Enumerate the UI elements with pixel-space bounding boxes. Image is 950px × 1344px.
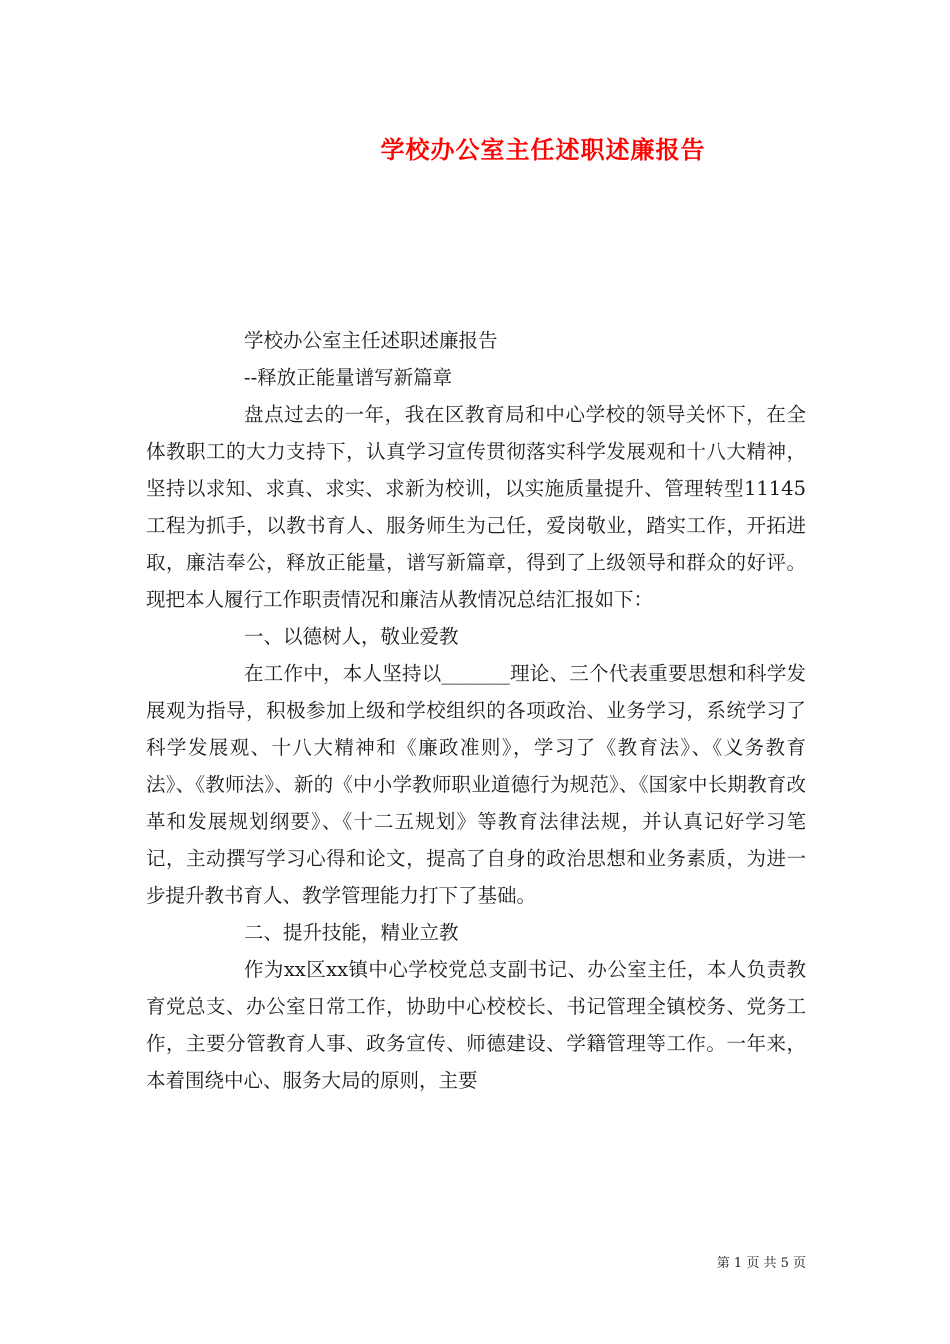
paragraph-section-2: 作为xx区xx镇中心学校党总支副书记、办公室主任，本人负责教育党总支、办公室日常工作，协助中心校校长、书记管理全镇校务、党务工作，主要分管教育人事、政务宣传、师德建设、学籍管理等工作。一年来，本着围绕中心、服务大局的原则，主要 bbox=[146, 958, 806, 1092]
section-heading-1: 一、以德树人，敬业爱教 bbox=[244, 625, 459, 648]
page-number: 第 1 页 共 5 页 bbox=[716, 1256, 806, 1271]
document-title: 学校办公室主任述职述廉报告 bbox=[380, 135, 706, 164]
section-heading-2: 二、提升技能，精业立教 bbox=[244, 921, 459, 944]
document-body bbox=[146, 322, 806, 1099]
paragraph-section-1: 在工作中，本人坚持以_______理论、三个代表重要思想和科学发展观为指导，积极参加上级和学校组织的各项政治、业务学习，系统学习了科学发展观、十八大精神和《廉政准则》，学习了《教育法》、《义务教育法》、《教师法》、新的《中小学教师职业道德行为规范》、《国家中长期教育改革和发展规划纲要》、《十二五规划》等教育法律法规，并认真记好学习笔记，主动撰写学习心得和论文，提高了自身的政治思想和业务素质，为进一步提升教书育人、教学管理能力打下了基础。 bbox=[146, 662, 806, 907]
paragraph-intro: 盘点过去的一年，我在区教育局和中心学校的领导关怀下，在全体教职工的大力支持下，认真学习宣传贯彻落实科学发展观和十八大精神，坚持以求知、求真、求实、求新为校训，以实施质量提升、管理转型11145工程为抓手，以教书育人、服务师生为己任，爱岗敬业，踏实工作，开拓进取，廉洁奉公，释放正能量，谱写新篇章，得到了上级领导和群众的好评。现把本人履行工作职责情况和廉洁从教情况总结汇报如下： bbox=[146, 403, 806, 611]
body-heading: 学校办公室主任述职述廉报告 bbox=[244, 329, 498, 352]
body-subheading: --释放正能量谱写新篇章 bbox=[244, 366, 453, 389]
